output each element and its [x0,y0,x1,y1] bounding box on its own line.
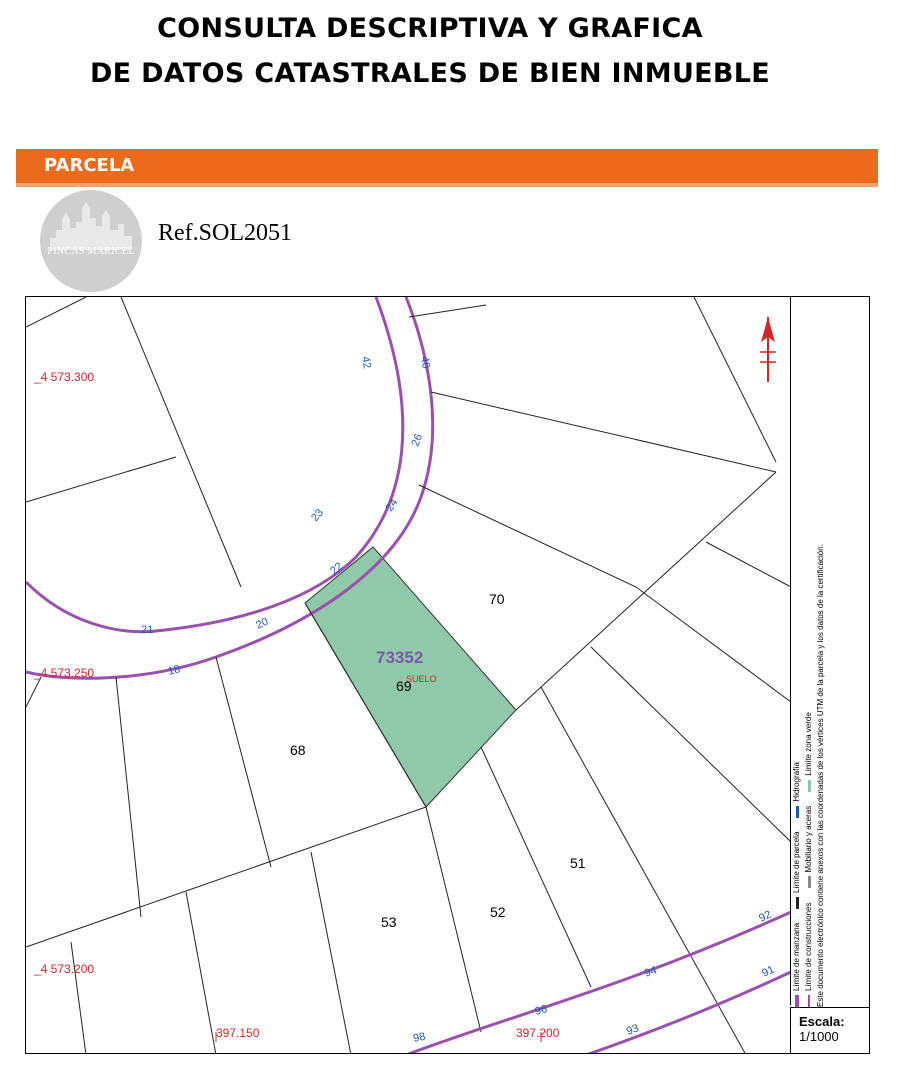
legend-item [803,903,815,1008]
street-number: 93 [624,1022,641,1038]
parcel-69-label: 69 [396,678,412,694]
street-number: 40 [418,355,432,370]
parcel-70-label: 70 [489,591,505,607]
property-reference: Ref.SOL2051 [158,220,292,246]
legend-item [791,923,803,1007]
street-number: 21 [141,624,154,636]
coord-y-300: _4 573.300 [34,370,95,384]
agency-logo [40,190,142,292]
parcel-68-label: 68 [290,742,306,758]
legend-label: Límite de manzana [792,922,801,991]
title-line-2: DE DATOS CATASTRALES DE BIEN INMUEBLE [89,58,771,89]
swatch-icon [808,995,810,1007]
section-header [16,149,878,187]
legend-rotated [791,307,851,1007]
title-line-1: CONSULTA DESCRIPTIVA Y GRAFICA [157,13,703,44]
street-number: 22 [328,560,346,578]
scale-box [790,1007,870,1053]
map-drawing [26,297,791,1054]
legend-label: Hidrografía [792,762,801,802]
swatch-icon [796,897,799,909]
street-number: 26 [409,432,426,449]
legend-note: Este documento electrónico contiene anexos con las coordenadas de los vértices UTM de la parcela y los datos de la certificación. [816,544,825,1007]
street-number: 96 [533,1003,549,1018]
section-label: PARCELA [44,155,135,176]
cadastral-map [25,296,870,1054]
parcel-reference: 73352 [376,648,424,667]
parcel-51-label: 51 [570,855,586,871]
legend-label: Mobiliario y aceras [804,805,813,873]
street-number: 94 [642,964,659,980]
legend-row-1 [791,307,803,1007]
legend-row-2 [803,307,815,1007]
logo-text: FINCAS MARICEL [47,246,135,257]
coord-y-250: _4 573.250 [34,666,95,680]
bottom-road-edge-2 [586,972,791,1054]
street-number: 23 [309,506,327,524]
street-number: 42 [359,355,373,370]
legend-item [803,712,815,792]
scale-value: 1/1000 [799,1029,839,1044]
swatch-icon [808,780,811,792]
parcel-use-label: SUELO [406,674,437,684]
parcel-52-label: 52 [490,904,506,920]
street-number: 98 [412,1030,427,1045]
coord-y-200: _4 573.200 [34,962,95,976]
swatch-icon [795,995,799,1007]
street-number: 91 [760,963,777,980]
legend-item [791,832,803,909]
street-number: 20 [254,615,271,632]
legend-label: Límite de parcela [792,831,801,893]
coordinate-ticks [216,1032,541,1042]
swatch-icon [796,806,799,818]
swatch-icon [808,877,811,889]
legend-item [791,762,803,818]
legend-label: Límite zona verde [804,712,813,776]
document-title [0,6,860,96]
scale-label: Escala: [799,1014,845,1029]
parcel-53-label: 53 [381,914,397,930]
street-number: 18 [166,663,182,678]
street-number: 24 [383,496,401,514]
coord-x-150: 397.150 [216,1026,260,1040]
logo-skyline-icon [40,190,142,292]
legend-label: Límite de construcciones [804,902,813,991]
coord-x-200: 397.200 [516,1026,560,1040]
north-arrow-icon [760,317,776,382]
map-legend [790,297,870,1005]
legend-item [803,806,815,889]
street-number: 92 [757,908,774,925]
